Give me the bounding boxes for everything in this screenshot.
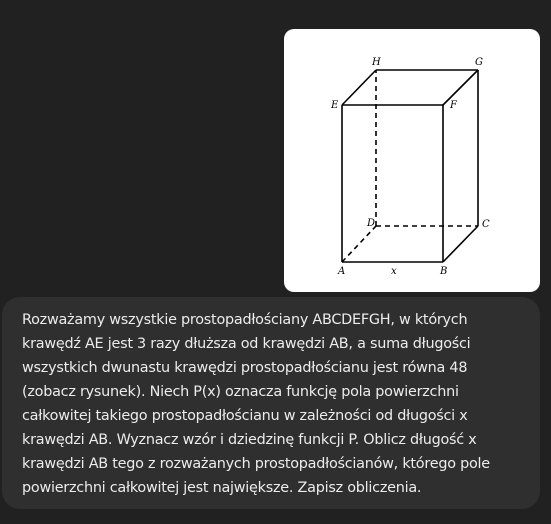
message-line: (zobacz rysunek). Niech P(x) oznacza funkcję pola powierzchni xyxy=(22,384,459,400)
edge-FG xyxy=(443,70,478,105)
edge-HE xyxy=(342,70,376,105)
vertex-label-H: H xyxy=(372,57,381,68)
user-message-bubble xyxy=(2,297,540,509)
vertex-label-G: G xyxy=(475,57,483,68)
message-line: Rozważamy wszystkie prostopadłościany ABCDEFGH, w których xyxy=(22,312,468,328)
vertex-label-F: F xyxy=(450,100,457,111)
edge-AD xyxy=(342,226,376,262)
vertex-label-D: D xyxy=(367,218,376,229)
vertex-label-E: E xyxy=(331,100,339,111)
edge-label-x: x xyxy=(391,266,397,277)
message-line: krawędzi AB. Wyznacz wzór i dziedzinę funkcji P. Oblicz długość x xyxy=(22,432,477,448)
message-line: całkowitej takiego prostopadłościanu w zależności od długości x xyxy=(22,408,468,424)
vertex-label-B: B xyxy=(440,266,448,277)
message-line: krawędź AE jest 3 razy dłuższa od krawędzi AB, a suma długości xyxy=(22,336,471,352)
edge-BC xyxy=(443,226,478,262)
vertex-label-A: A xyxy=(338,266,346,277)
message-line: krawędzi AB tego z rozważanych prostopadłościanów, którego pole xyxy=(22,456,490,472)
cuboid-figure-card xyxy=(284,29,540,292)
vertex-label-C: C xyxy=(482,219,490,230)
message-text xyxy=(22,308,520,500)
cuboid-diagram xyxy=(284,29,540,292)
message-line: wszystkich dwunastu krawędzi prostopadłościanu jest równa 48 xyxy=(22,360,468,376)
message-line: powierzchni całkowitej jest największe. Zapisz obliczenia. xyxy=(22,480,422,496)
